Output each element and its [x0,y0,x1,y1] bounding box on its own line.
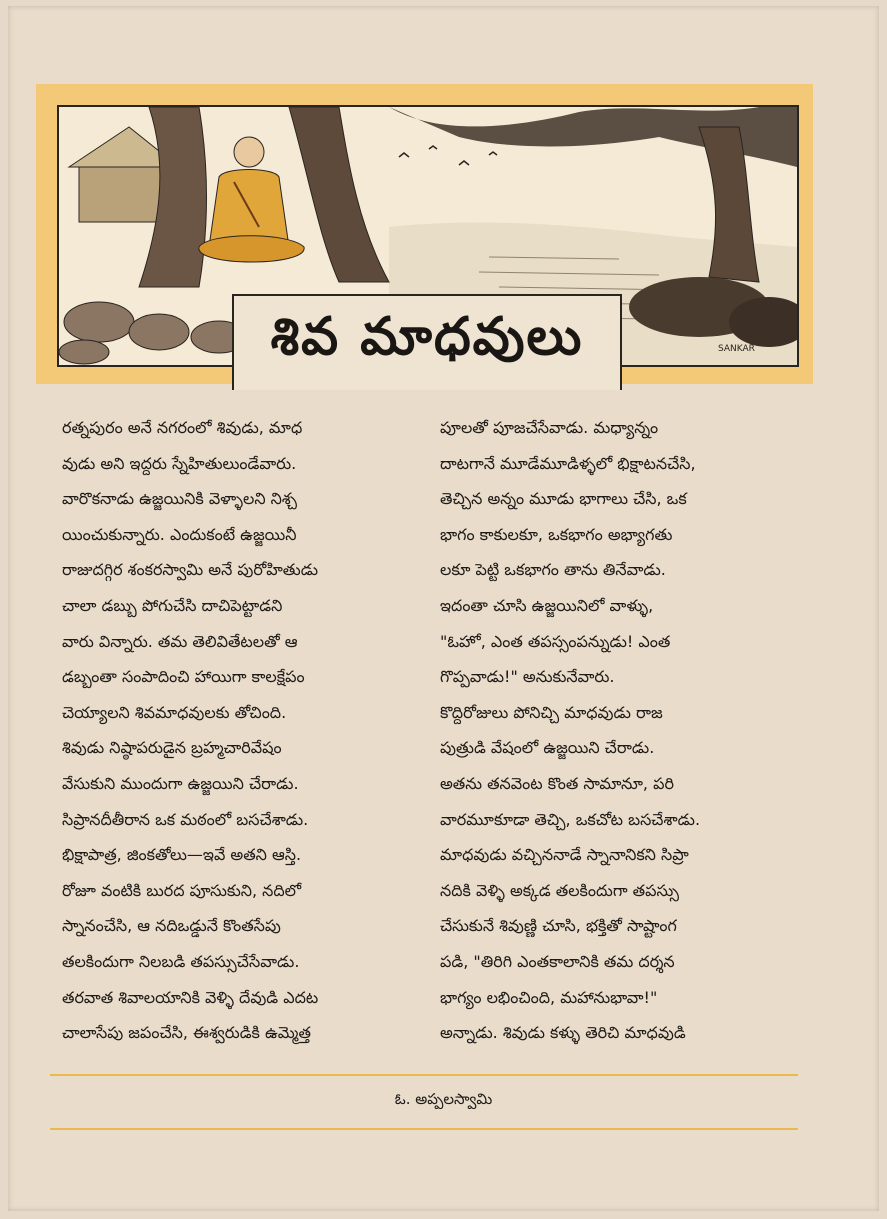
story-text-left-column: రత్నపురం అనే నగరంలో శివుడు, మాధ వుడు అని ఇద్దరు స్నేహితులుండేవారు. వారొకనాడు ఉజ్జయినికి వెళ్ళాలని నిశ్చ యించుకున్నారు. ఎందుకంటే ఉజ్జయినీ రాజుదగ్గిర శంకరస్వామి అనే పురోహితుడు చాలా డబ్బు పోగుచేసి దాచిపెట్టాడని వారు విన్నారు. తమ తెలివితేటలతో ఆ డబ్బంతా సంపాదించి హాయిగా కాలక్షేపం చెయ్యాలని శివమాధవులకు తోచింది. శివుడు నిష్ఠాపరుడైన బ్రహ్మచారివేషం వేసుకుని ముందుగా ఉజ్జయిని చేరాడు. సిప్రానదీతీరాన ఒక మఠంలో బసచేశాడు. భిక్షాపాత్ర, జింకతోలు—ఇవే అతని ఆస్తి. రోజూ వంటికి బురద పూసుకుని, నదిలో స్నానంచేసి, ఆ నదిఒడ్డునే కొంతసేపు తలకిందుగా నిలబడి తపస్సుచేసేవాడు. తరవాత శివాలయానికి వెళ్ళి దేవుడి ఎదట చాలాసేపు జపంచేసి, ఈశ్వరుడికి ఉమ్మెత్త [62,418,319,1043]
story-text-right-column: పూలతో పూజచేసేవాడు. మధ్యాన్నం దాటగానే మూడేమూడిళ్ళలో భిక్షాటనచేసి, తెచ్చిన అన్నం మూడు భాగాలు చేసి, ఒక భాగం కాకులకూ, ఒకభాగం అభ్యాగతు లకూ పెట్టి ఒకభాగం తాను తినేవాడు. ఇదంతా చూసి ఉజ్జయినిలో వాళ్ళు, "ఓహో, ఎంత తపస్సంపన్నుడు! ఎంత గొప్పవాడు!" అనుకునేవారు. కొద్దిరోజులు పోనిచ్చి మాధవుడు రాజ పుత్రుడి వేషంలో ఉజ్జయిని చేరాడు. అతను తనవెంట కొంత సామానూ, పరి వారమూకూడా తెచ్చి, ఒకచోట బసచేశాడు. మాధవుడు వచ్చిననాడే స్నానానికని సిప్రా నదికి వెళ్ళి అక్కడ తలకిందుగా తపస్సు చేసుకునే శివుణ్ణి చూసి, భక్తితో సాష్టాంగ పడి, "తిరిగి ఎంతకాలానికి తమ దర్శన భాగ్యం లభించింది, మహానుభావా!" అన్నాడు. శివుడు కళ్ళు తెరిచి మాధవుడి [440,418,701,1043]
divider-top [50,1074,798,1076]
story-title-box [232,294,622,390]
story-title: శివ మాధవులు [270,306,584,367]
illustrator-signature: SANKAR [718,344,755,354]
divider-bottom [50,1128,798,1130]
author-byline: ఓ. అప్పలస్వామి [394,1090,493,1108]
